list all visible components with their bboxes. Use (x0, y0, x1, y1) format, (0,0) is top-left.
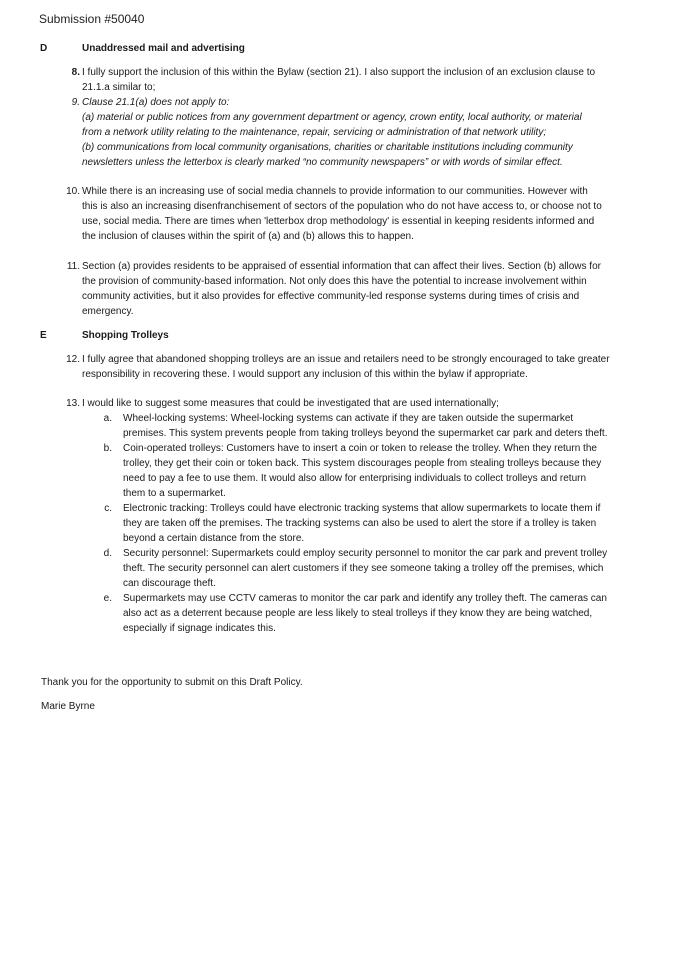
section-letter: E (40, 330, 47, 341)
section-letter: D (40, 43, 48, 54)
item-number: 12. (66, 354, 80, 365)
item-line: responsibility in recovering these. I would support any inclusion of this within the bylaw if appropriate. (82, 369, 528, 380)
measure-letter: a. (103, 413, 112, 424)
measure-line: them to a supermarket. (123, 488, 226, 499)
item-line: the inclusion of clauses within the spirit of (a) and (b) allows this to happen. (82, 231, 414, 242)
measure-line: especially if signage indicates this. (123, 623, 276, 634)
measure-text (123, 441, 638, 501)
item-line: 21.1.a similar to; (82, 82, 156, 93)
item-text (82, 396, 628, 411)
item-line: I fully support the inclusion of this within the Bylaw (section 21). I also support the inclusion of an exclusion clause to (82, 67, 596, 78)
item-number: 9. (71, 97, 80, 108)
item-line: (a) material or public notices from any government department or agency, crown entity, local authority, or material (82, 112, 582, 123)
measure-line: also act as a deterrent because people are less likely to steal trolleys if they know they are being watched, (123, 608, 593, 619)
item-line: newsletters unless the letterbox is clearly marked “no community newspapers” or with words of similar effect. (82, 157, 563, 168)
item-line: emergency. (82, 306, 134, 317)
item-line: Clause 21.1(a) does not apply to: (82, 97, 230, 108)
item-line: While there is an increasing use of social media channels to provide information to our communities. However with (82, 186, 588, 197)
measure-text (123, 501, 638, 546)
item-line: I would like to suggest some measures that could be investigated that are used internationally; (82, 398, 499, 409)
closing-thanks: Thank you for the opportunity to submit on this Draft Policy. (41, 677, 303, 688)
measure-line: premises. This system prevents people from taking trolleys beyond the supermarket car park and deters theft. (123, 428, 608, 439)
item-line: use, social media. There are times when 'letterbox drop methodology' is essential in keeping residents informed and (82, 216, 595, 227)
item-text (82, 65, 628, 95)
measure-letter: d. (103, 548, 112, 559)
item-line: (b) communications from local community organisations, charities or charitable institutions including community (82, 142, 573, 153)
item-text (82, 352, 628, 382)
measure-line: Supermarkets may use CCTV cameras to monitor the car park and identify any trolley theft. The cameras can (123, 593, 607, 604)
section-heading-e (40, 328, 169, 343)
item-number: 8. (71, 67, 80, 78)
item-text (82, 259, 628, 319)
measure-line: need to pay a fee to use them. It would also allow for enterprising individuals to collect trolleys and return (123, 473, 587, 484)
measure-letter: c. (104, 503, 112, 514)
measure-line: Wheel-locking systems: Wheel-locking systems can activate if they are taken outside the supermarket (123, 413, 574, 424)
measure-line: Coin-operated trolleys: Customers have to insert a coin or token to release the trolley. When they return the (123, 443, 597, 454)
item-number: 10. (66, 186, 80, 197)
page-header: Submission #50040 (39, 12, 145, 26)
item-line: from a network utility relating to the maintenance, repair, servicing or administration of that network utility; (82, 127, 547, 138)
measure-letter: e. (103, 593, 112, 604)
measure-text (123, 591, 638, 636)
measure-line: they are taken off the premises. The tracking systems can also be used to alert the store if a trolley is taken (123, 518, 597, 529)
item-line: the provision of community-based information. Not only does this have the potential to increase involvement within (82, 276, 587, 287)
item-text (82, 95, 628, 170)
measure-line: theft. The security personnel can alert customers if they see someone taking a trolley off the premises, which (123, 563, 604, 574)
measure-text (123, 546, 638, 591)
measure-letter: b. (103, 443, 112, 454)
item-line: this is also an increasing disenfranchisement of sectors of the population who do not have access to, or choose not to (82, 201, 602, 212)
measure-text (123, 411, 638, 441)
item-line: community activities, but it also provides for effective community-led response systems during times of crisis and (82, 291, 580, 302)
item-line: I fully agree that abandoned shopping trolleys are an issue and retailers need to be strongly encouraged to take greater (82, 354, 610, 365)
section-title: Shopping Trolleys (82, 330, 169, 341)
item-line: Section (a) provides residents to be appraised of essential information that can affect their lives. Section (b) allows for (82, 261, 601, 272)
measure-line: Security personnel: Supermarkets could employ security personnel to monitor the car park and prevent trolley (123, 548, 608, 559)
item-number: 11. (66, 261, 80, 272)
measure-line: beyond a certain distance from the store. (123, 533, 305, 544)
item-number: 13. (66, 398, 80, 409)
section-heading-d (40, 41, 245, 56)
measure-line: can discourage theft. (123, 578, 216, 589)
item-text (82, 184, 628, 244)
section-title: Unaddressed mail and advertising (82, 43, 245, 54)
signature: Marie Byrne (41, 701, 95, 712)
measure-line: Electronic tracking: Trolleys could have electronic tracking systems that allow supermarkets to locate them if (123, 503, 601, 514)
measure-line: trolley, they get their coin or token back. This system discourages people from stealing trolleys because they (123, 458, 602, 469)
